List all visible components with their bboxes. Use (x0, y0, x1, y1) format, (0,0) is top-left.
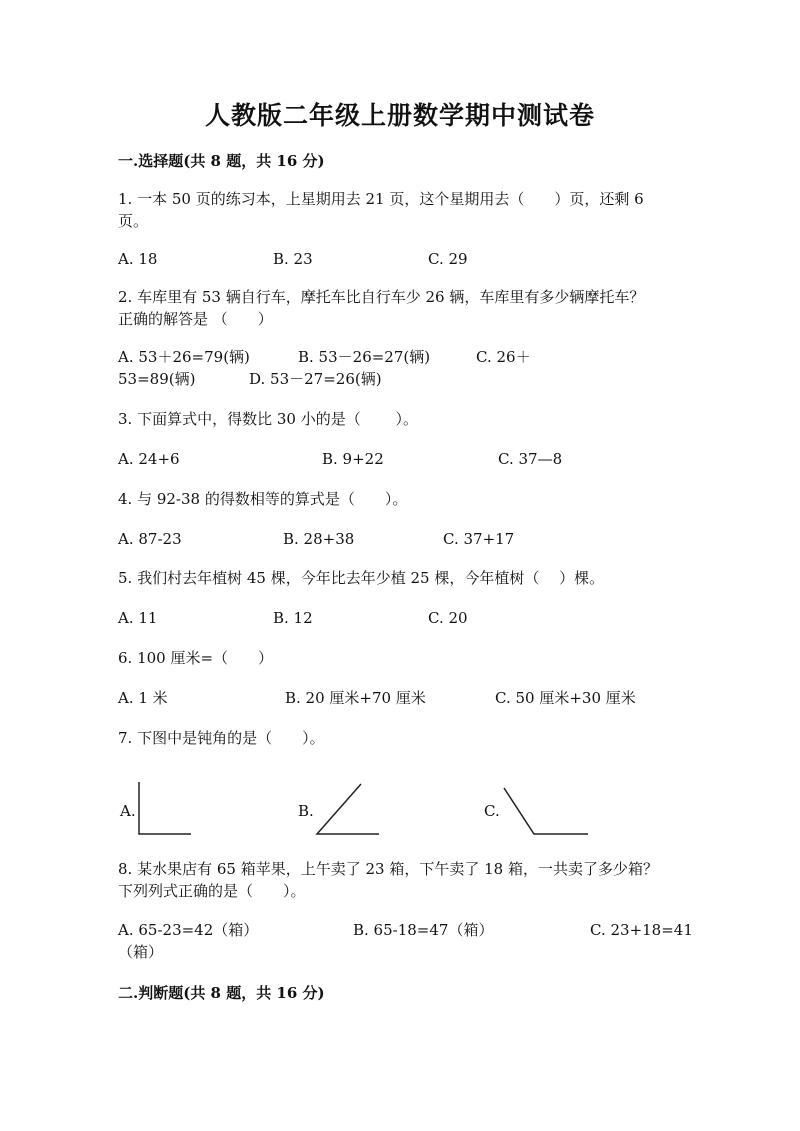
section-heading-judgement: 二.判断题(共 8 题，共 16 分) (118, 984, 325, 1002)
angle-a-lines (139, 782, 191, 834)
option-c: C. 37+17 (443, 530, 515, 548)
page-title: 人教版二年级上册数学期中测试卷 (204, 101, 595, 130)
option-b: B. 23 (273, 250, 313, 268)
question-text: 1. 一本 50 页的练习本，上星期用去 21 页，这个星期用去（ ）页，还剩 6 (118, 190, 644, 208)
option-c: C. 26＋ (476, 348, 531, 366)
option-c: C. 20 (428, 609, 468, 627)
question-text: 7. 下图中是钝角的是（ ）。 (118, 729, 325, 747)
option-b: B. 12 (273, 609, 313, 627)
option-b: B. 9+22 (322, 450, 384, 468)
question-text: 2. 车库里有 53 辆自行车，摩托车比自行车少 26 辆，车库里有多少辆摩托车？ (118, 288, 645, 306)
question-text: 5. 我们村去年植树 45 棵，今年比去年少植 25 棵，今年植树（ ）棵。 (118, 569, 605, 587)
option-c: C. (484, 802, 500, 820)
option-b: B. 20 厘米+70 厘米 (285, 689, 426, 707)
question-2 (118, 286, 678, 330)
question-6 (118, 647, 678, 669)
option-a: A. 24+6 (118, 450, 180, 468)
option-c: C. 37—8 (498, 450, 563, 468)
section-heading-choice: 一.选择题(共 8 题，共 16 分) (118, 152, 325, 170)
option-c-cont: 53=89(辆) (118, 370, 196, 388)
angle-b-lines (317, 784, 379, 834)
option-a: A. (120, 802, 136, 820)
question-8 (118, 858, 678, 902)
question-text: 8. 某水果店有 65 箱苹果，上午卖了 23 箱，下午卖了 18 箱，一共卖了多少箱？ (118, 860, 658, 878)
question-text-cont: 下列列式正确的是（ ）。 (118, 882, 306, 900)
option-a: A. 11 (118, 609, 158, 627)
question-text: 6. 100 厘米=（ ） (118, 649, 274, 667)
question-5 (118, 567, 678, 589)
question-1 (118, 188, 678, 232)
question-7 (118, 727, 678, 749)
question-text: 4. 与 92-38 的得数相等的算式是（ ）。 (118, 490, 408, 508)
option-a: A. 1 米 (118, 689, 168, 707)
option-c: C. 29 (428, 250, 468, 268)
option-b: B. 65-18=47（箱） (353, 921, 494, 939)
question-text: 3. 下面算式中，得数比 30 小的是（ ）。 (118, 410, 418, 428)
question-text-cont: 页。 (118, 212, 149, 230)
option-a: A. 18 (118, 250, 158, 268)
option-a: A. 87-23 (118, 530, 182, 548)
question-4 (118, 488, 678, 510)
option-a: A. 53＋26=79(辆) (118, 348, 250, 366)
question-text-cont: 正确的解答是 （ ） (118, 310, 273, 328)
angle-c-lines (504, 788, 588, 834)
acute-angle-figure (313, 780, 383, 838)
option-d: D. 53－27=26(辆) (249, 370, 382, 388)
option-c: C. 23+18=41 (590, 921, 693, 939)
option-c: C. 50 厘米+30 厘米 (495, 689, 636, 707)
option-b: B. 53－26=27(辆) (298, 348, 431, 366)
option-b: B. 28+38 (283, 530, 355, 548)
option-b: B. (298, 802, 314, 820)
right-angle-figure (135, 780, 195, 838)
option-c-cont: （箱） (118, 943, 164, 961)
question-3 (118, 408, 678, 430)
option-a: A. 65-23=42（箱） (118, 921, 259, 939)
obtuse-angle-figure (500, 784, 590, 838)
